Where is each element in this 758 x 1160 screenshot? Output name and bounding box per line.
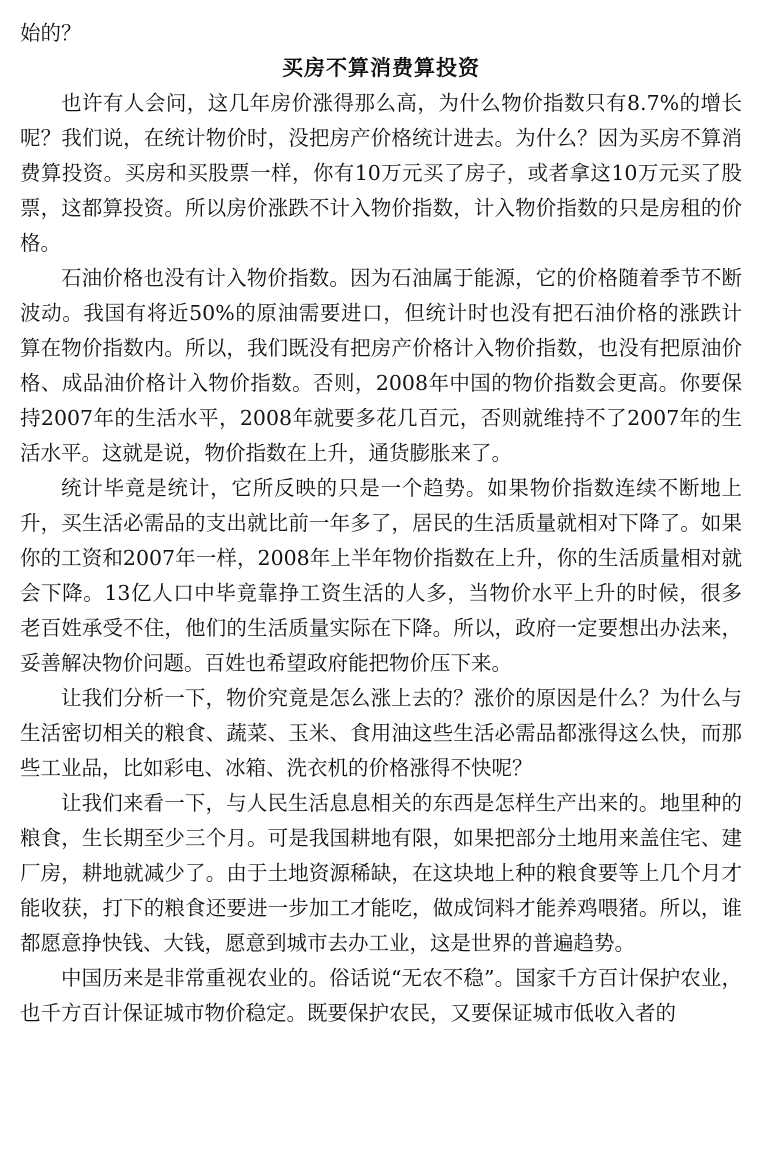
section-title: 买房不算消费算投资	[282, 56, 480, 80]
paragraph-4: 让我们分析一下，物价究竟是怎么涨上去的？涨价的原因是什么？为什么与生活密切相关的粮食、蔬菜、玉米、食用油这些生活必需品都涨得这么快，而那些工业品，比如彩电、冰箱、洗衣机的价格涨得不快呢？	[20, 686, 742, 780]
continuation-text: 始的？	[20, 21, 82, 45]
paragraph-3: 统计毕竟是统计，它所反映的只是一个趋势。如果物价指数连续不断地上升，买生活必需品的支出就比前一年多了，居民的生活质量就相对下降了。如果你的工资和2007年一样，2008年上半年物价指数在上升，你的生活质量相对就会下降。13亿人口中毕竟靠挣工资生活的人多，当物价水平上升的时候，很多老百姓承受不住，他们的生活质量实际在下降。所以，政府一定要想出办法来，妥善解决物价问题。百姓也希望政府能把物价压下来。	[20, 476, 742, 675]
paragraph-1: 也许有人会问，这几年房价涨得那么高，为什么物价指数只有8.7%的增长呢？我们说，在统计物价时，没把房产价格统计进去。为什么？因为买房不算消费算投资。买房和买股票一样，你有10万元买了房子，或者拿这10万元买了股票，这都算投资。所以房价涨跌不计入物价指数，计入物价指数的只是房租的价格。	[20, 91, 742, 255]
paragraph-5: 让我们来看一下，与人民生活息息相关的东西是怎样生产出来的。地里种的粮食，生长期至少三个月。可是我国耕地有限，如果把部分土地用来盖住宅、建厂房，耕地就减少了。由于土地资源稀缺，在这块地上种的粮食要等上几个月才能收获，打下的粮食还要进一步加工才能吃，做成饲料才能养鸡喂猪。所以，谁都愿意挣快钱、大钱，愿意到城市去办工业，这是世界的普遍趋势。	[20, 791, 742, 955]
book-page	[20, 16, 742, 1031]
paragraph-6: 中国历来是非常重视农业的。俗话说“无农不稳”。国家千方百计保护农业，也千方百计保证城市物价稳定。既要保护农民，又要保证城市低收入者的	[20, 966, 742, 1025]
paragraph-2: 石油价格也没有计入物价指数。因为石油属于能源，它的价格随着季节不断波动。我国有将近50%的原油需要进口，但统计时也没有把石油价格的涨跌计算在物价指数内。所以，我们既没有把房产价格计入物价指数，也没有把原油价格、成品油价格计入物价指数。否则，2008年中国的物价指数会更高。你要保持2007年的生活水平，2008年就要多花几百元，否则就维持不了2007年的生活水平。这就是说，物价指数在上升，通货膨胀来了。	[20, 266, 742, 465]
